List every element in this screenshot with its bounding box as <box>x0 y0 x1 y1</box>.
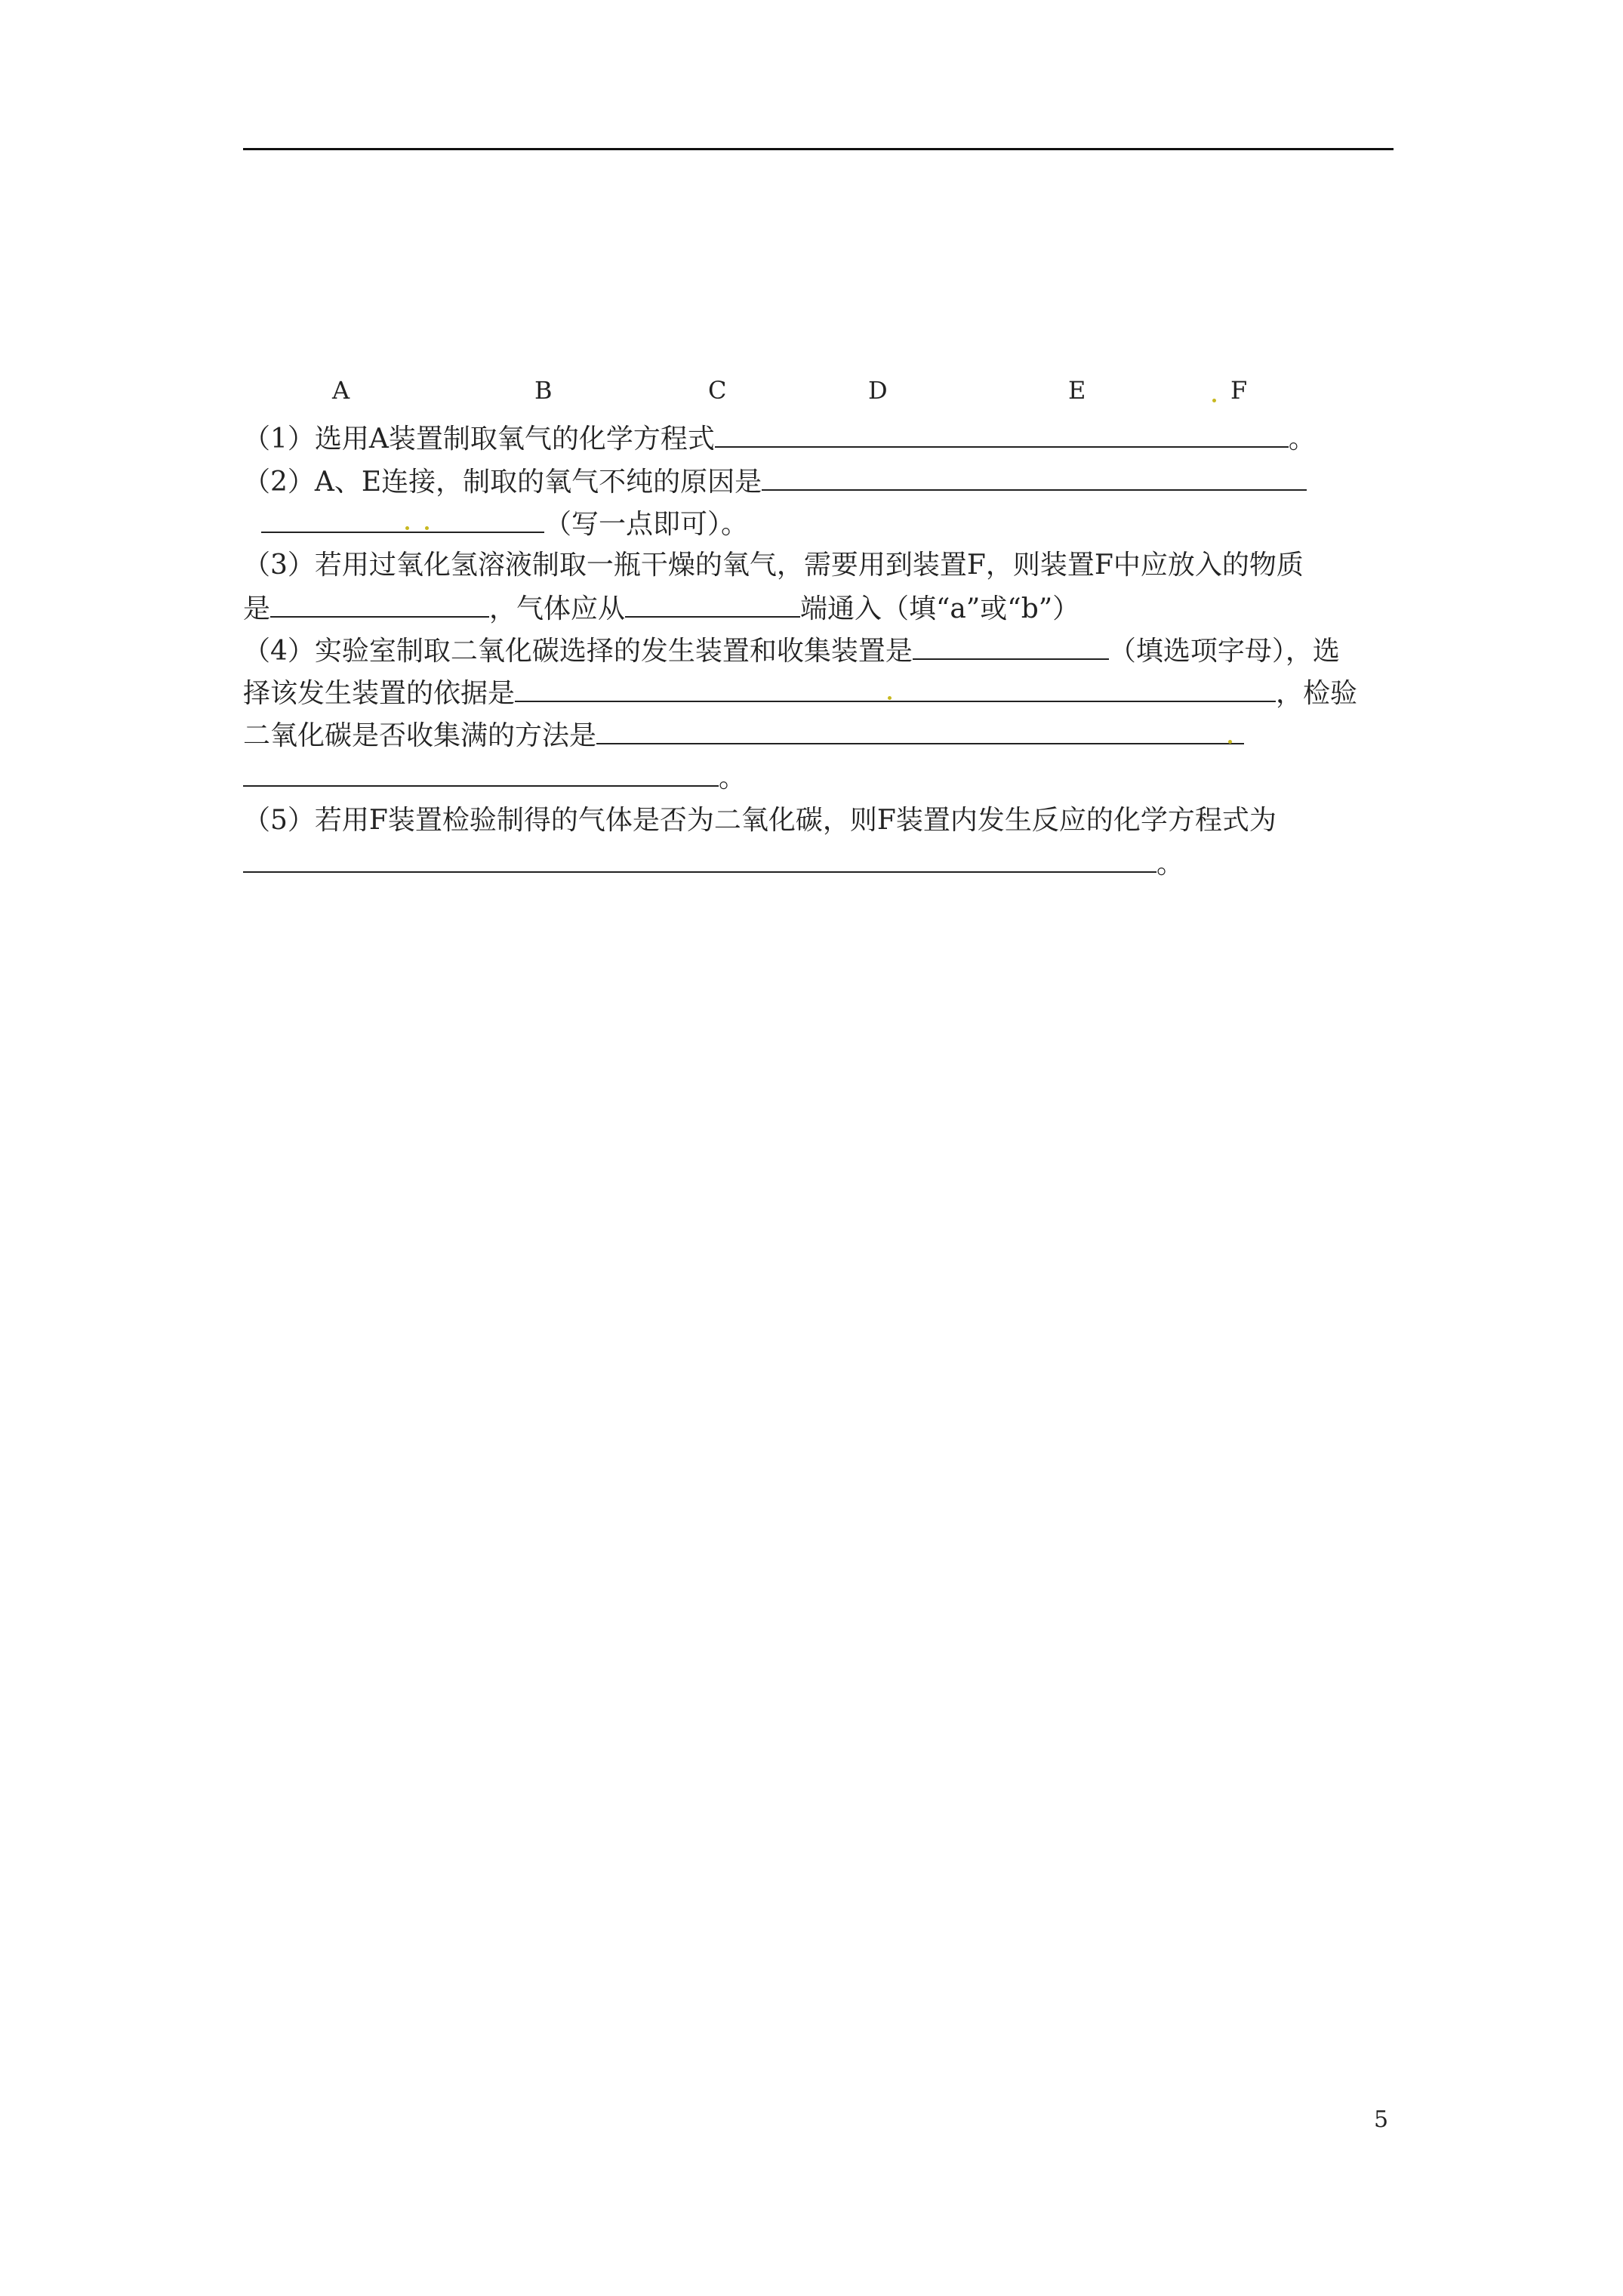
header-rule <box>243 148 1394 150</box>
question-3-cont <box>243 589 1079 628</box>
stray-dot <box>1228 740 1232 744</box>
q3-line2-a: 是 <box>243 593 271 624</box>
q5-blank[interactable] <box>243 844 1156 873</box>
stray-dot <box>888 696 892 700</box>
q2-text: （2）A、E连接，制取的氧气不纯的原因是 <box>243 467 762 498</box>
label-e: E <box>1068 376 1086 405</box>
q2-blank-2[interactable] <box>261 504 544 533</box>
q3-line2-c: 端通入（填“a”或“b”） <box>800 593 1080 624</box>
q4-blank-3[interactable] <box>596 716 1244 744</box>
stray-dot <box>405 526 409 530</box>
q4-line1-b: （填选项字母），选 <box>1108 636 1340 667</box>
question-5 <box>243 802 1277 840</box>
q4-blank-1[interactable] <box>913 631 1109 660</box>
q4-line2-b: ，检验 <box>1276 678 1358 709</box>
question-5-cont <box>243 844 1184 883</box>
question-4-cont-2 <box>243 716 1244 755</box>
question-3 <box>243 547 1304 584</box>
question-1 <box>243 419 1316 458</box>
q3-line1: （3）若用过氧化氢溶液制取一瓶干燥的氧气，需要用到装置F，则装置F中应放入的物质 <box>243 550 1304 581</box>
figure-labels <box>0 376 1623 414</box>
q4-line1-a: （4）实验室制取二氧化碳选择的发生装置和收集装置是 <box>243 636 913 667</box>
q1-blank[interactable] <box>715 419 1289 448</box>
question-2 <box>243 462 1307 501</box>
stray-dot <box>425 526 429 530</box>
q5-end: 。 <box>1156 849 1184 880</box>
label-f: F <box>1230 376 1248 405</box>
q5-text: （5）若用F装置检验制得的气体是否为二氧化碳，则F装置内发生反应的化学方程式为 <box>243 805 1277 836</box>
question-4-cont-3 <box>243 758 746 797</box>
question-4-cont-1 <box>243 673 1357 713</box>
stray-dot <box>1212 399 1216 402</box>
q3-line2-b: ，气体应从 <box>489 593 626 624</box>
label-d: D <box>868 376 888 405</box>
q4-blank-4[interactable] <box>243 758 719 787</box>
label-a: A <box>332 376 350 405</box>
q3-blank-1[interactable] <box>270 589 489 618</box>
q2-blank-1[interactable] <box>762 462 1307 491</box>
label-b: B <box>534 376 553 405</box>
q4-line3-a: 二氧化碳是否收集满的方法是 <box>243 720 597 751</box>
page-number: 5 <box>1374 2106 1389 2133</box>
question-2-cont <box>261 504 748 544</box>
question-4 <box>243 631 1340 670</box>
q3-blank-2[interactable] <box>625 589 800 618</box>
q4-blank-2[interactable] <box>515 673 1276 702</box>
q4-line2-a: 择该发生装置的依据是 <box>243 678 516 709</box>
q1-text: （1）选用A装置制取氧气的化学方程式 <box>243 424 715 455</box>
q2-note: （写一点即可）。 <box>544 509 749 540</box>
q1-end: 。 <box>1288 424 1316 455</box>
label-c: C <box>708 376 727 405</box>
q4-end: 。 <box>719 763 747 794</box>
